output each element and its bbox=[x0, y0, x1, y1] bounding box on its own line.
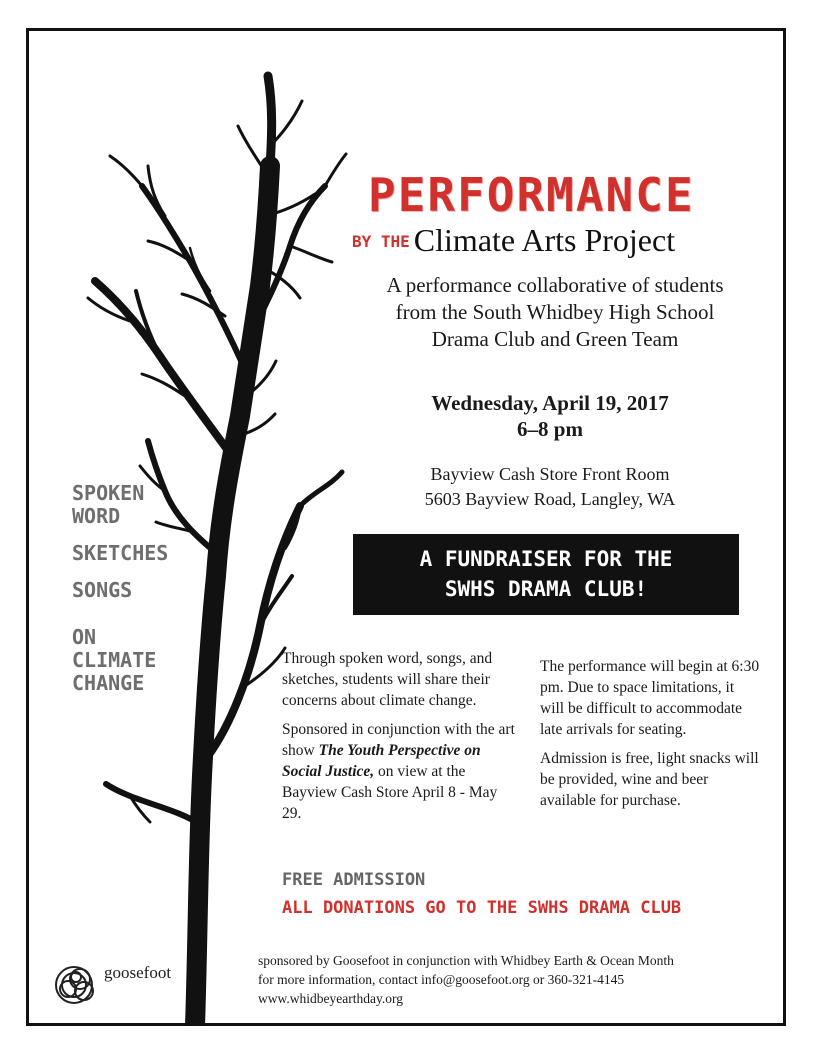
sponsorship-text: Sponsored in conjunction with the art show bbox=[282, 721, 515, 759]
fundraiser-line: SWHS DRAMA CLUB! bbox=[444, 577, 648, 601]
fundraiser-banner bbox=[353, 534, 739, 615]
description-line: A performance collaborative of students bbox=[386, 273, 724, 297]
donations-label: ALL DONATIONS GO TO THE SWHS DRAMA CLUB bbox=[282, 898, 682, 918]
description-line: Drama Club and Green Team bbox=[431, 327, 679, 351]
footer-sponsor: sponsored by Goosefoot in conjunction with Whidbey Earth & Ocean Month bbox=[258, 953, 674, 968]
goosefoot-logo-text: goosefoot bbox=[104, 963, 172, 982]
footer-website: www.whidbeyearthday.org bbox=[258, 991, 403, 1006]
footer bbox=[258, 951, 768, 1008]
art-show-title: The Youth Perspective on Social Justice, bbox=[282, 742, 481, 780]
event-date: Wednesday, April 19, 2017 bbox=[431, 391, 669, 415]
admission-paragraph: Admission is free, light snacks will be provided, wine and beer available for purchase. bbox=[540, 750, 759, 809]
details-column-right bbox=[540, 656, 760, 819]
project-name: Climate Arts Project bbox=[413, 222, 676, 258]
footer-contact: for more information, contact info@goosefoot.org or 360-321-4145 bbox=[258, 972, 625, 987]
sponsorship-text-end: on view at the Bayview Cash Store April 8 - May 29. bbox=[282, 763, 498, 822]
topic-word: SPOKEN bbox=[72, 481, 145, 505]
description bbox=[340, 272, 770, 353]
description-line: from the South Whidbey High School bbox=[395, 300, 715, 324]
details-paragraph: The performance will begin at 6:30 pm. Due to space limitations, it will be difficult to accommodate late arrivals for seating. bbox=[540, 658, 760, 738]
by-the-label: BY THE bbox=[352, 232, 410, 251]
topic-word: SKETCHES bbox=[72, 541, 169, 565]
venue bbox=[370, 462, 730, 512]
topic-word: CHANGE bbox=[72, 671, 145, 695]
venue-name: Bayview Cash Store Front Room bbox=[430, 464, 670, 484]
performance-title: PERFORMANCE bbox=[368, 168, 695, 222]
details-column-left bbox=[282, 648, 518, 832]
topic-word: SONGS bbox=[72, 578, 133, 602]
fundraiser-line: A FUNDRAISER FOR THE bbox=[419, 547, 673, 571]
venue-address: 5603 Bayview Road, Langley, WA bbox=[424, 489, 676, 509]
topic-word: ON bbox=[72, 625, 97, 649]
event-time: 6–8 pm bbox=[517, 417, 583, 441]
sponsorship-paragraph bbox=[282, 719, 518, 824]
topics-list bbox=[72, 482, 222, 695]
topic-word: CLIMATE bbox=[72, 648, 157, 672]
event-datetime bbox=[370, 390, 730, 442]
details-paragraph: Through spoken word, songs, and sketches, students will share their concerns about climate change. bbox=[282, 650, 493, 709]
byline bbox=[352, 222, 772, 259]
topic-word: WORD bbox=[72, 504, 121, 528]
free-admission-label: FREE ADMISSION bbox=[282, 870, 426, 890]
